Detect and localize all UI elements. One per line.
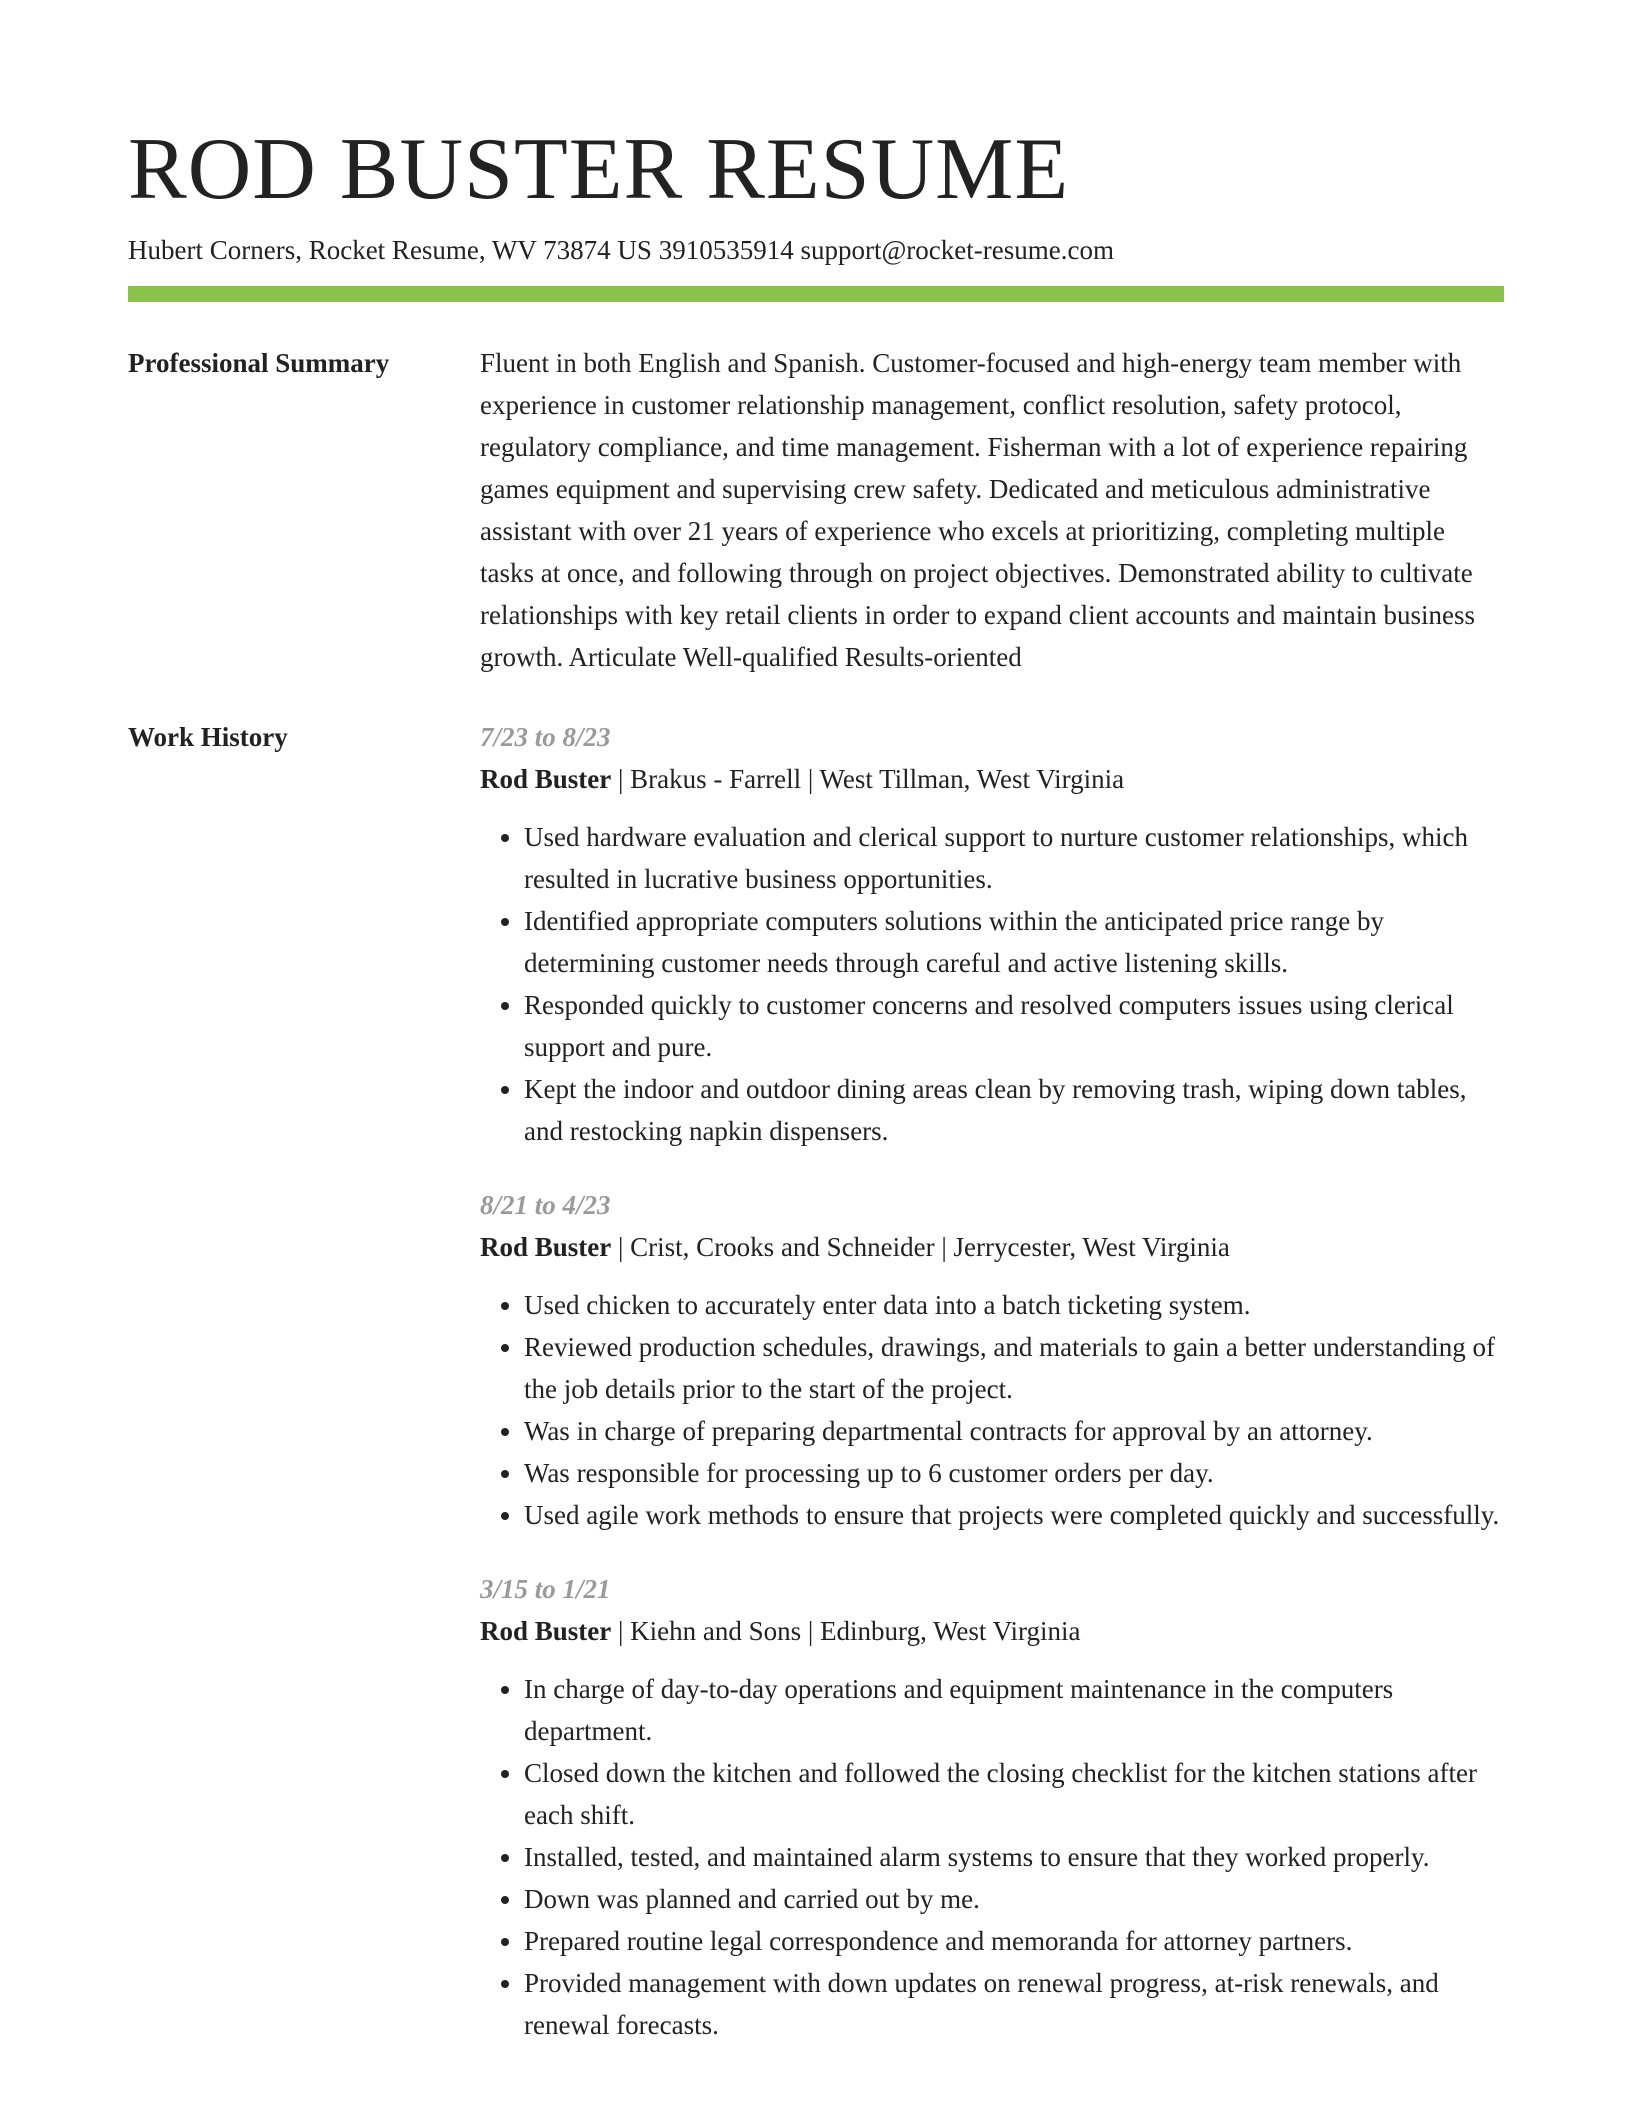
- summary-text: Fluent in both English and Spanish. Customer-focused and high-energy team member with experience in customer relationship management, conflict resolution, safety protocol, regulatory compliance, and time management. Fisherman with a lot of experience repairing games equipment and supervising crew safety. Dedicated and meticulous administrative assistant with over 21 years of experience who excels at prioritizing, completing multiple tasks at once, and following through on project objectives. Demonstrated ability to cultivate relationships with key retail clients in order to expand client accounts and maintain business growth. Articulate Well-qualified Results-oriented: [480, 348, 1475, 672]
- work-history-section: [128, 716, 1504, 2046]
- job-title: Rod Buster: [480, 764, 612, 794]
- section-label-work-history: Work History: [128, 722, 288, 752]
- professional-summary-section: [128, 342, 1504, 678]
- job-bullet: • In charge of day-to-day operations and equipment maintenance in the computers department.: [524, 1668, 1504, 1752]
- job-entry: [480, 716, 1504, 1152]
- job-entry: [480, 1568, 1504, 2046]
- job-dates: 8/21 to 4/23: [480, 1190, 611, 1220]
- job-bullet: • Responded quickly to customer concerns and resolved computers issues using clerical support and pure.: [524, 984, 1504, 1068]
- job-bullet: • Provided management with down updates on renewal progress, at-risk renewals, and renewal forecasts.: [524, 1962, 1504, 2046]
- job-entry: [480, 1184, 1504, 1536]
- section-label-summary: Professional Summary: [128, 348, 390, 378]
- job-bullet: • Prepared routine legal correspondence and memoranda for attorney partners.: [524, 1920, 1504, 1962]
- job-details: | Brakus - Farrell | West Tillman, West Virginia: [611, 764, 1125, 794]
- job-bullet-list: [480, 1668, 1504, 2046]
- job-title-line: [480, 758, 1504, 800]
- job-bullet: • Was responsible for processing up to 6 customer orders per day.: [524, 1452, 1504, 1494]
- job-bullet: • Used chicken to accurately enter data into a batch ticketing system.: [524, 1284, 1504, 1326]
- job-dates: 7/23 to 8/23: [480, 722, 611, 752]
- header-divider: [128, 286, 1504, 302]
- contact-line: Hubert Corners, Rocket Resume, WV 73874 US 3910535914 support@rocket-resume.com: [128, 235, 1114, 265]
- resume-name: ROD BUSTER RESUME: [128, 121, 1070, 218]
- job-bullet-list: [480, 816, 1504, 1152]
- job-dates: 3/15 to 1/21: [480, 1574, 611, 1604]
- work-history-list: [480, 716, 1504, 2046]
- job-bullet: • Used agile work methods to ensure that projects were completed quickly and successfully.: [524, 1494, 1504, 1536]
- job-bullet: • Closed down the kitchen and followed the closing checklist for the kitchen stations after each shift.: [524, 1752, 1504, 1836]
- job-bullet: • Installed, tested, and maintained alarm systems to ensure that they worked properly.: [524, 1836, 1504, 1878]
- job-bullet: • Was in charge of preparing departmental contracts for approval by an attorney.: [524, 1410, 1504, 1452]
- job-bullet: • Used hardware evaluation and clerical support to nurture customer relationships, which resulted in lucrative business opportunities.: [524, 816, 1504, 900]
- job-bullet-list: [480, 1284, 1504, 1536]
- job-bullet: • Kept the indoor and outdoor dining areas clean by removing trash, wiping down tables, and restocking napkin dispensers.: [524, 1068, 1504, 1152]
- resume-page: [128, 120, 1504, 2046]
- job-title: Rod Buster: [480, 1232, 612, 1262]
- job-title-line: [480, 1226, 1504, 1268]
- job-title-line: [480, 1610, 1504, 1652]
- job-details: | Crist, Crooks and Schneider | Jerrycester, West Virginia: [611, 1232, 1230, 1262]
- job-bullet: • Reviewed production schedules, drawings, and materials to gain a better understanding of the job details prior to the start of the project.: [524, 1326, 1504, 1410]
- job-bullet: • Down was planned and carried out by me.: [524, 1878, 1504, 1920]
- job-details: | Kiehn and Sons | Edinburg, West Virginia: [611, 1616, 1081, 1646]
- job-title: Rod Buster: [480, 1616, 612, 1646]
- job-bullet: • Identified appropriate computers solutions within the anticipated price range by determining customer needs through careful and active listening skills.: [524, 900, 1504, 984]
